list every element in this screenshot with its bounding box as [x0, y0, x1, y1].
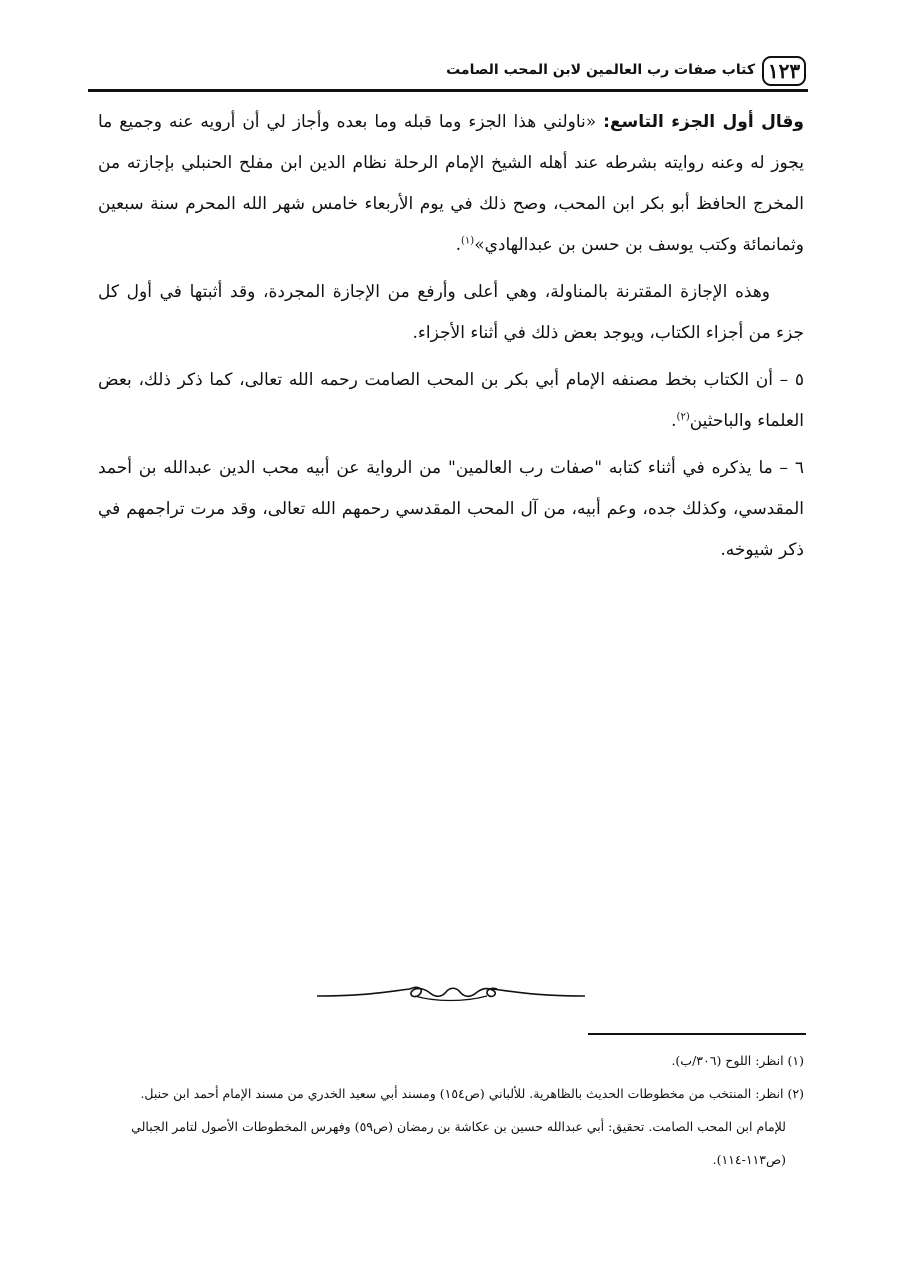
footnote-ref-2: (٢) — [676, 411, 690, 423]
paragraph-1-lead: وقال أول الجزء التاسع: — [603, 112, 804, 132]
footnotes — [98, 1044, 804, 1176]
footnote-1: (١) انظر: اللوح (٣٠٦/ب). — [671, 1053, 804, 1068]
paragraph-2: وهذه الإجازة المقترنة بالمناولة، وهي أعلى وأرفع من الإجازة المجردة، وقد أثبتها في أول كل جزء من أجزاء الكتاب، ويوجد بعض ذلك في أثناء الأجزاء. — [98, 282, 804, 343]
paragraph-4: ٦ – ما يذكره في أثناء كتابه "صفات رب العالمين" من الرواية عن أبيه محب الدين عبدالله بن أحمد المقدسي، وكذلك جده، وعم أبيه، من آل المحب المقدسي رحمهم الله تعالى، وقد مرت تراجمهم في ذكر شيوخه. — [98, 458, 804, 560]
paragraph-3-text: ٥ – أن الكتاب بخط مصنفه الإمام أبي بكر بن المحب الصامت رحمه الله تعالى، كما ذكر ذلك، بعض العلماء والباحثين — [98, 370, 804, 431]
paragraph-1: وقال أول الجزء التاسع: «ناولني هذا الجزء وما قبله وما بعده وأجاز لي أن أرويه عنه وجميع ما يجوز له وعنه روايته بشرطه عند أهله الشيخ الإمام الرحلة نظام الدين ابن مفلح الحنبلي بإجازته من المخرج الحافظ أبو بكر ابن المحب، وصح ذلك في يوم الأربعاء خامس شهر الله المحرم سنة سبعين وثمانمائة وكتب يوسف بن حسن بن عبدالهادي»$^{(١)}$. — [98, 112, 804, 255]
footnote-2-pages: (ص١١٣-١١٤). — [712, 1152, 786, 1167]
section-ornament — [315, 982, 587, 1006]
footnote-divider — [588, 1033, 806, 1035]
paragraph-3-end: . — [671, 411, 677, 431]
paragraph-1-text: «ناولني هذا الجزء وما قبله وما بعده وأجاز لي أن أرويه عنه وجميع ما يجوز له وعنه روايته بشرطه عند أهله الشيخ الإمام الرحلة نظام الدين ابن مفلح الحنبلي بإجازته من المخرج الحافظ أبو بكر ابن المحب، وصح ذلك في يوم الأربعاء خامس شهر الله المحرم سنة سبعين وثمانمائة وكتب يوسف بن حسن بن عبدالهادي» — [98, 112, 804, 255]
running-header-title: كتاب صفات رب العالمين لابن المحب الصامت — [446, 62, 755, 78]
paragraph-3 — [98, 360, 804, 442]
page-number: ١٢٣ — [762, 56, 806, 86]
footnote-2-continued: للإمام ابن المحب الصامت. تحقيق: أبي عبدالله حسين بن عكاشة بن رمضان (ص٥٩) وفهرس المخطوطات الأصول لتامر الجبالي — [131, 1119, 786, 1134]
main-text — [98, 102, 804, 577]
header-divider — [88, 89, 808, 92]
footnote-ref-1: (١) — [461, 235, 475, 247]
footnote-2: (٢) انظر: المنتخب من مخطوطات الحديث بالظاهرية. للألباني (ص١٥٤) ومسند أبي سعيد الخدري من مسند الإمام أحمد ابن حنبل. — [140, 1086, 804, 1101]
